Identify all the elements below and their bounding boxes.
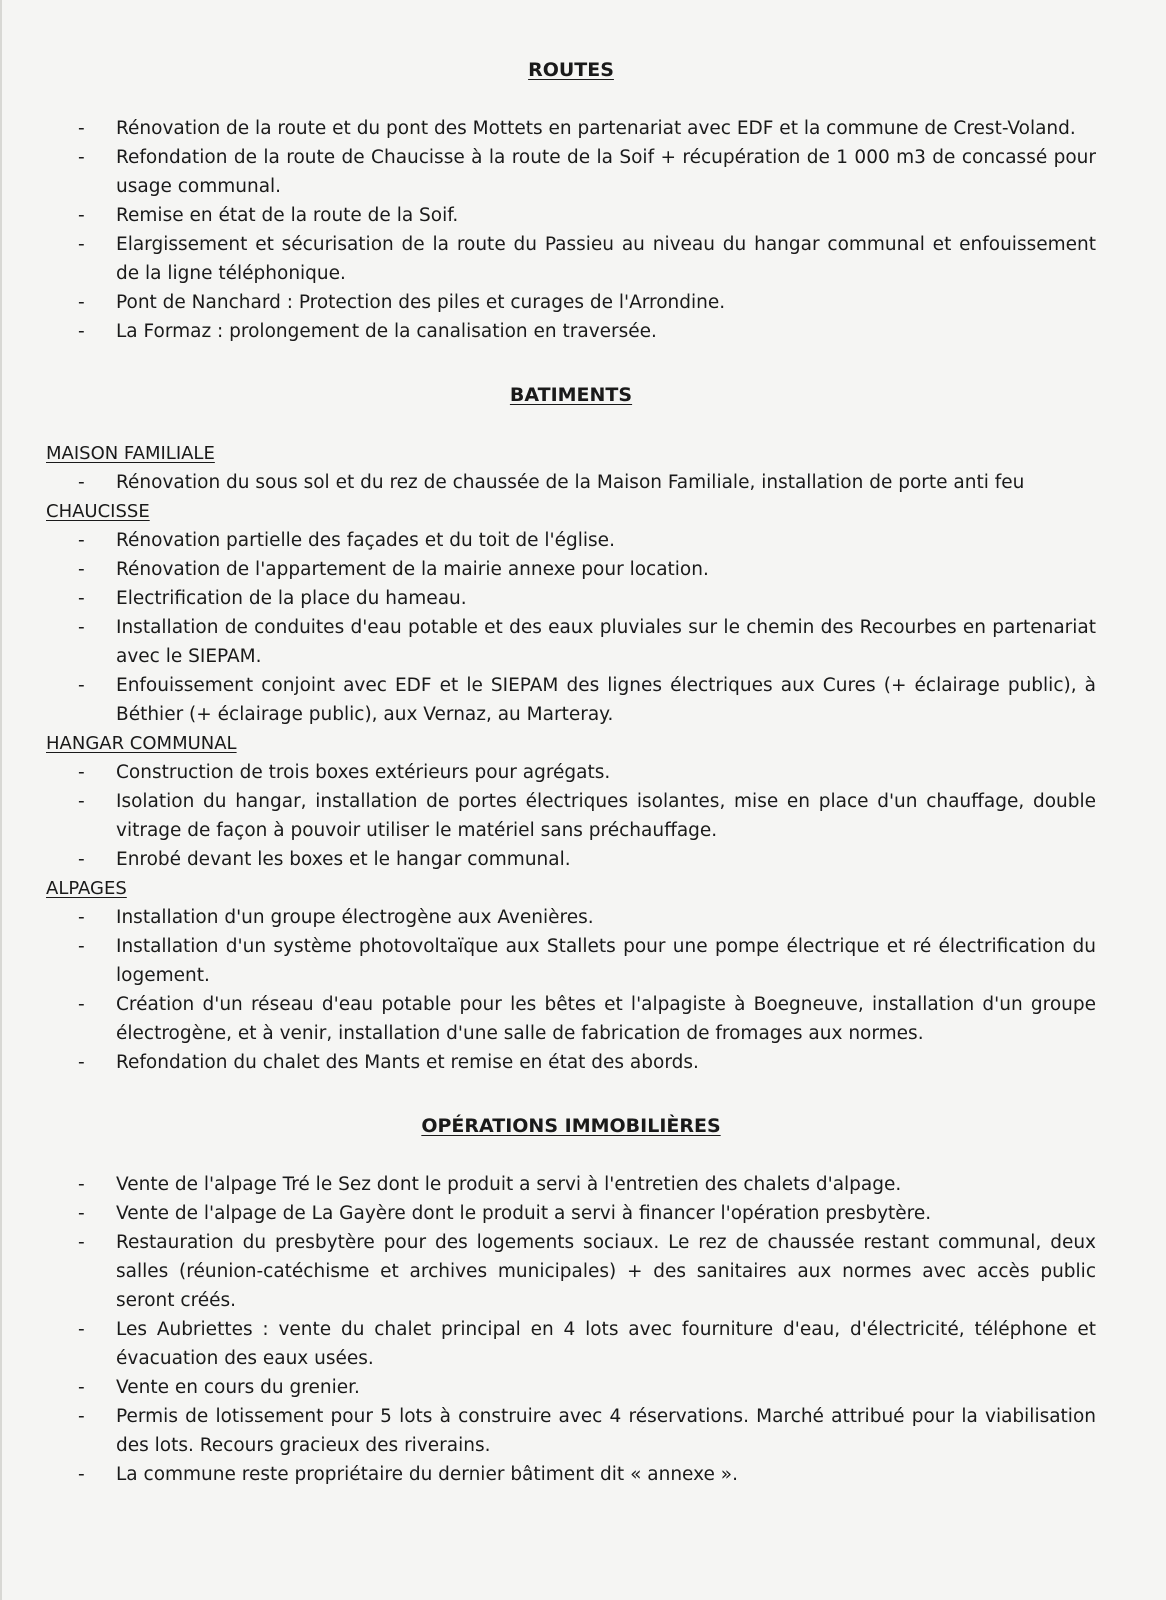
list-item: - Enfouissement conjoint avec EDF et le SIEPAM des lignes électriques aux Cures (+ éclairage public), à Béthier (+ éclairage public), aux Vernaz, au Marteray. [78,675,1096,725]
list-item: - Restauration du presbytère pour des logements sociaux. Le rez de chaussée restant communal, deux salles (réunion-catéchisme et archives municipales) + des sanitaires aux normes avec accès public seront créés. [78,1232,1096,1311]
list-item: - Installation de conduites d'eau potable et des eaux pluviales sur le chemin des Recourbes en partenariat avec le SIEPAM. [78,617,1096,667]
subheading-maison-familiale: MAISON FAMILIALE [46,443,215,464]
list-item: - Construction de trois boxes extérieurs pour agrégats. [78,762,611,783]
subheading-chaucisse: CHAUCISSE [46,501,150,522]
list-item: - Les Aubriettes : vente du chalet principal en 4 lots avec fourniture d'eau, d'électricité, téléphone et évacuation des eaux usées. [78,1319,1096,1369]
operations-list [46,1170,1096,1489]
list-item: - Vente de l'alpage Tré le Sez dont le produit a servi à l'entretien des chalets d'alpage. [78,1174,902,1195]
list-item: - Permis de lotissement pour 5 lots à construire avec 4 réservations. Marché attribué pour la viabilisation des lots. Recours gracieux des riverains. [78,1406,1096,1456]
document-content [46,56,1096,1489]
list-item: - Vente en cours du grenier. [78,1377,360,1398]
alpages-list [46,903,1096,1077]
list-item: - Refondation du chalet des Mants et remise en état des abords. [78,1052,699,1073]
list-item: - Remise en état de la route de la Soif. [78,205,459,226]
list-item: - Installation d'un système photovoltaïque aux Stallets pour une pompe électrique et ré électrification du logement. [78,936,1096,986]
list-item: - Rénovation de la route et du pont des Mottets en partenariat avec EDF et la commune de Crest-Voland. [78,118,1076,139]
list-item: - Isolation du hangar, installation de portes électriques isolantes, mise en place d'un chauffage, double vitrage de façon à pouvoir utiliser le matériel sans préchauffage. [78,791,1096,841]
list-item: - Enrobé devant les boxes et le hangar communal. [78,849,571,870]
list-item: - Electrification de la place du hameau. [78,588,467,609]
list-item: - Rénovation de l'appartement de la mairie annexe pour location. [78,559,709,580]
list-item: - Elargissement et sécurisation de la route du Passieu au niveau du hangar communal et enfouissement de la ligne téléphonique. [78,234,1096,284]
list-item: - Rénovation du sous sol et du rez de chaussée de la Maison Familiale, installation de porte anti feu [78,472,1025,493]
maison-familiale-list [46,468,1096,497]
list-item: - La Formaz : prolongement de la canalisation en traversée. [78,321,657,342]
list-item: - Refondation de la route de Chaucisse à la route de la Soif + récupération de 1 000 m3 de concassé pour usage communal. [78,147,1096,197]
hangar-communal-list [46,758,1096,874]
list-item: - Installation d'un groupe électrogène aux Avenières. [78,907,594,928]
routes-list [46,114,1096,346]
list-item: - Création d'un réseau d'eau potable pour les bêtes et l'alpagiste à Boegneuve, installation d'un groupe électrogène, et à venir, installation d'une salle de fabrication de fromages aux normes. [78,994,1096,1044]
list-item: - Rénovation partielle des façades et du toit de l'église. [78,530,615,551]
list-item: - Vente de l'alpage de La Gayère dont le produit a servi à financer l'opération presbytère. [78,1203,932,1224]
section-title-routes: ROUTES [528,59,614,81]
subheading-alpages: ALPAGES [46,878,127,899]
chaucisse-list [46,526,1096,729]
section-title-operations: OPÉRATIONS IMMOBILIÈRES [421,1115,721,1137]
subheading-hangar-communal: HANGAR COMMUNAL [46,733,237,754]
section-title-batiments: BATIMENTS [509,384,633,406]
list-item: - La commune reste propriétaire du dernier bâtiment dit « annexe ». [78,1464,738,1485]
list-item: - Pont de Nanchard : Protection des piles et curages de l'Arrondine. [78,292,726,313]
